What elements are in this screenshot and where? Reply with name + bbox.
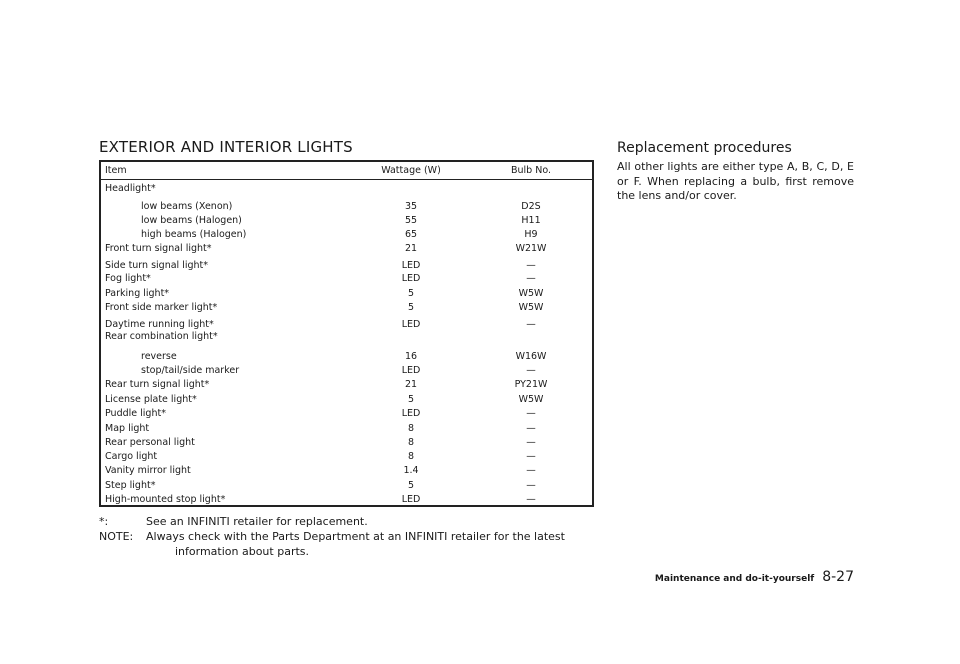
row-item: Rear turn signal light* — [105, 379, 210, 390]
row-item: Daytime running light* — [105, 319, 214, 330]
row-item: Front turn signal light* — [105, 243, 212, 254]
row-item: Cargo light — [105, 451, 158, 462]
row-item: Parking light* — [105, 288, 170, 299]
row-wattage: 55 — [404, 215, 418, 226]
row-bulb: — — [526, 451, 536, 462]
note-text-line1: Always check with the Parts Department at an INFINITI retailer for the latest — [146, 530, 565, 543]
row-bulb: PY21W — [514, 379, 548, 390]
table-row — [101, 182, 592, 195]
row-bulb: — — [526, 423, 536, 434]
row-bulb: W5W — [518, 288, 544, 299]
row-item: Puddle light* — [105, 408, 166, 419]
row-item: Vanity mirror light — [105, 465, 191, 476]
lights-table — [99, 160, 594, 507]
table-row — [101, 378, 592, 391]
row-wattage: LED — [401, 408, 421, 419]
row-item: Front side marker light* — [105, 302, 218, 313]
row-bulb: — — [526, 480, 536, 491]
row-wattage: 1.4 — [403, 465, 419, 476]
row-wattage: 8 — [407, 437, 415, 448]
row-item: Side turn signal light* — [105, 260, 209, 271]
table-row — [101, 330, 592, 343]
row-wattage: 5 — [407, 394, 415, 405]
row-item: stop/tail/side marker — [141, 365, 240, 376]
table-row — [101, 259, 592, 272]
row-wattage: 35 — [404, 201, 418, 212]
row-wattage: LED — [401, 365, 421, 376]
row-bulb: — — [526, 260, 536, 271]
row-wattage: 16 — [404, 351, 418, 362]
row-item: High-mounted stop light* — [105, 494, 226, 505]
row-item: high beams (Halogen) — [141, 229, 247, 240]
row-bulb: — — [526, 408, 536, 419]
table-row — [101, 464, 592, 477]
row-wattage: 21 — [404, 243, 418, 254]
row-item: Map light — [105, 423, 150, 434]
footer-section-name: Maintenance and do-it-yourself — [654, 574, 815, 584]
row-bulb: H11 — [521, 215, 541, 226]
row-wattage: LED — [401, 494, 421, 505]
table-row — [101, 422, 592, 435]
row-wattage: 5 — [407, 302, 415, 313]
row-bulb: W5W — [518, 394, 544, 405]
row-wattage: 65 — [404, 229, 418, 240]
asterisk-text: See an INFINITI retailer for replacement. — [146, 515, 368, 528]
row-bulb: W21W — [515, 243, 547, 254]
header-bulb: Bulb No. — [511, 165, 551, 176]
row-bulb: D2S — [521, 201, 541, 212]
page-number: 8-27 — [822, 569, 854, 585]
row-bulb: W16W — [515, 351, 547, 362]
row-wattage: 5 — [407, 480, 415, 491]
table-row — [101, 436, 592, 449]
note-text-line2: information about parts. — [175, 545, 310, 558]
table-row — [101, 287, 592, 300]
row-item: low beams (Halogen) — [141, 215, 242, 226]
table-row — [101, 200, 592, 213]
table-row — [101, 301, 592, 314]
row-item: Headlight* — [105, 183, 156, 194]
row-bulb: — — [526, 437, 536, 448]
row-bulb: — — [526, 319, 536, 330]
row-item: Fog light* — [105, 273, 151, 284]
row-wattage: 8 — [407, 451, 415, 462]
row-bulb: — — [526, 365, 536, 376]
row-item: reverse — [141, 351, 177, 362]
table-row — [101, 272, 592, 285]
row-item: Rear personal light — [105, 437, 195, 448]
row-bulb: — — [526, 465, 536, 476]
table-row — [101, 242, 592, 255]
table-row — [101, 479, 592, 492]
section-title: EXTERIOR AND INTERIOR LIGHTS — [99, 138, 353, 156]
row-item: Step light* — [105, 480, 156, 491]
row-wattage: LED — [401, 260, 421, 271]
table-row — [101, 450, 592, 463]
table-row — [101, 407, 592, 420]
row-wattage: 21 — [404, 379, 418, 390]
row-bulb: W5W — [518, 302, 544, 313]
row-wattage: LED — [401, 319, 421, 330]
row-bulb: — — [526, 494, 536, 505]
replacement-paragraph: All other lights are either type A, B, C, D, E or F. When replacing a bulb, first remove the lens and/or cover. — [617, 160, 854, 202]
row-wattage: LED — [401, 273, 421, 284]
replacement-title: Replacement procedures — [617, 140, 792, 156]
row-item: low beams (Xenon) — [141, 201, 233, 212]
row-bulb: H9 — [524, 229, 538, 240]
table-row — [101, 228, 592, 241]
note-key: NOTE: — [99, 530, 134, 543]
row-wattage: 8 — [407, 423, 415, 434]
row-item: Rear combination light* — [105, 331, 218, 342]
row-bulb: — — [526, 273, 536, 284]
header-wattage: Wattage (W) — [381, 165, 441, 176]
table-row — [101, 493, 592, 506]
table-row — [101, 214, 592, 227]
page-footer — [655, 566, 854, 585]
note-footnote — [99, 529, 601, 559]
row-wattage: 5 — [407, 288, 415, 299]
table-row — [101, 350, 592, 363]
table-header — [101, 162, 592, 180]
row-item: License plate light* — [105, 394, 197, 405]
asterisk-footnote — [99, 514, 368, 529]
table-row — [101, 364, 592, 377]
asterisk-key: *: — [99, 515, 109, 528]
table-row — [101, 393, 592, 406]
header-item: Item — [105, 165, 127, 176]
